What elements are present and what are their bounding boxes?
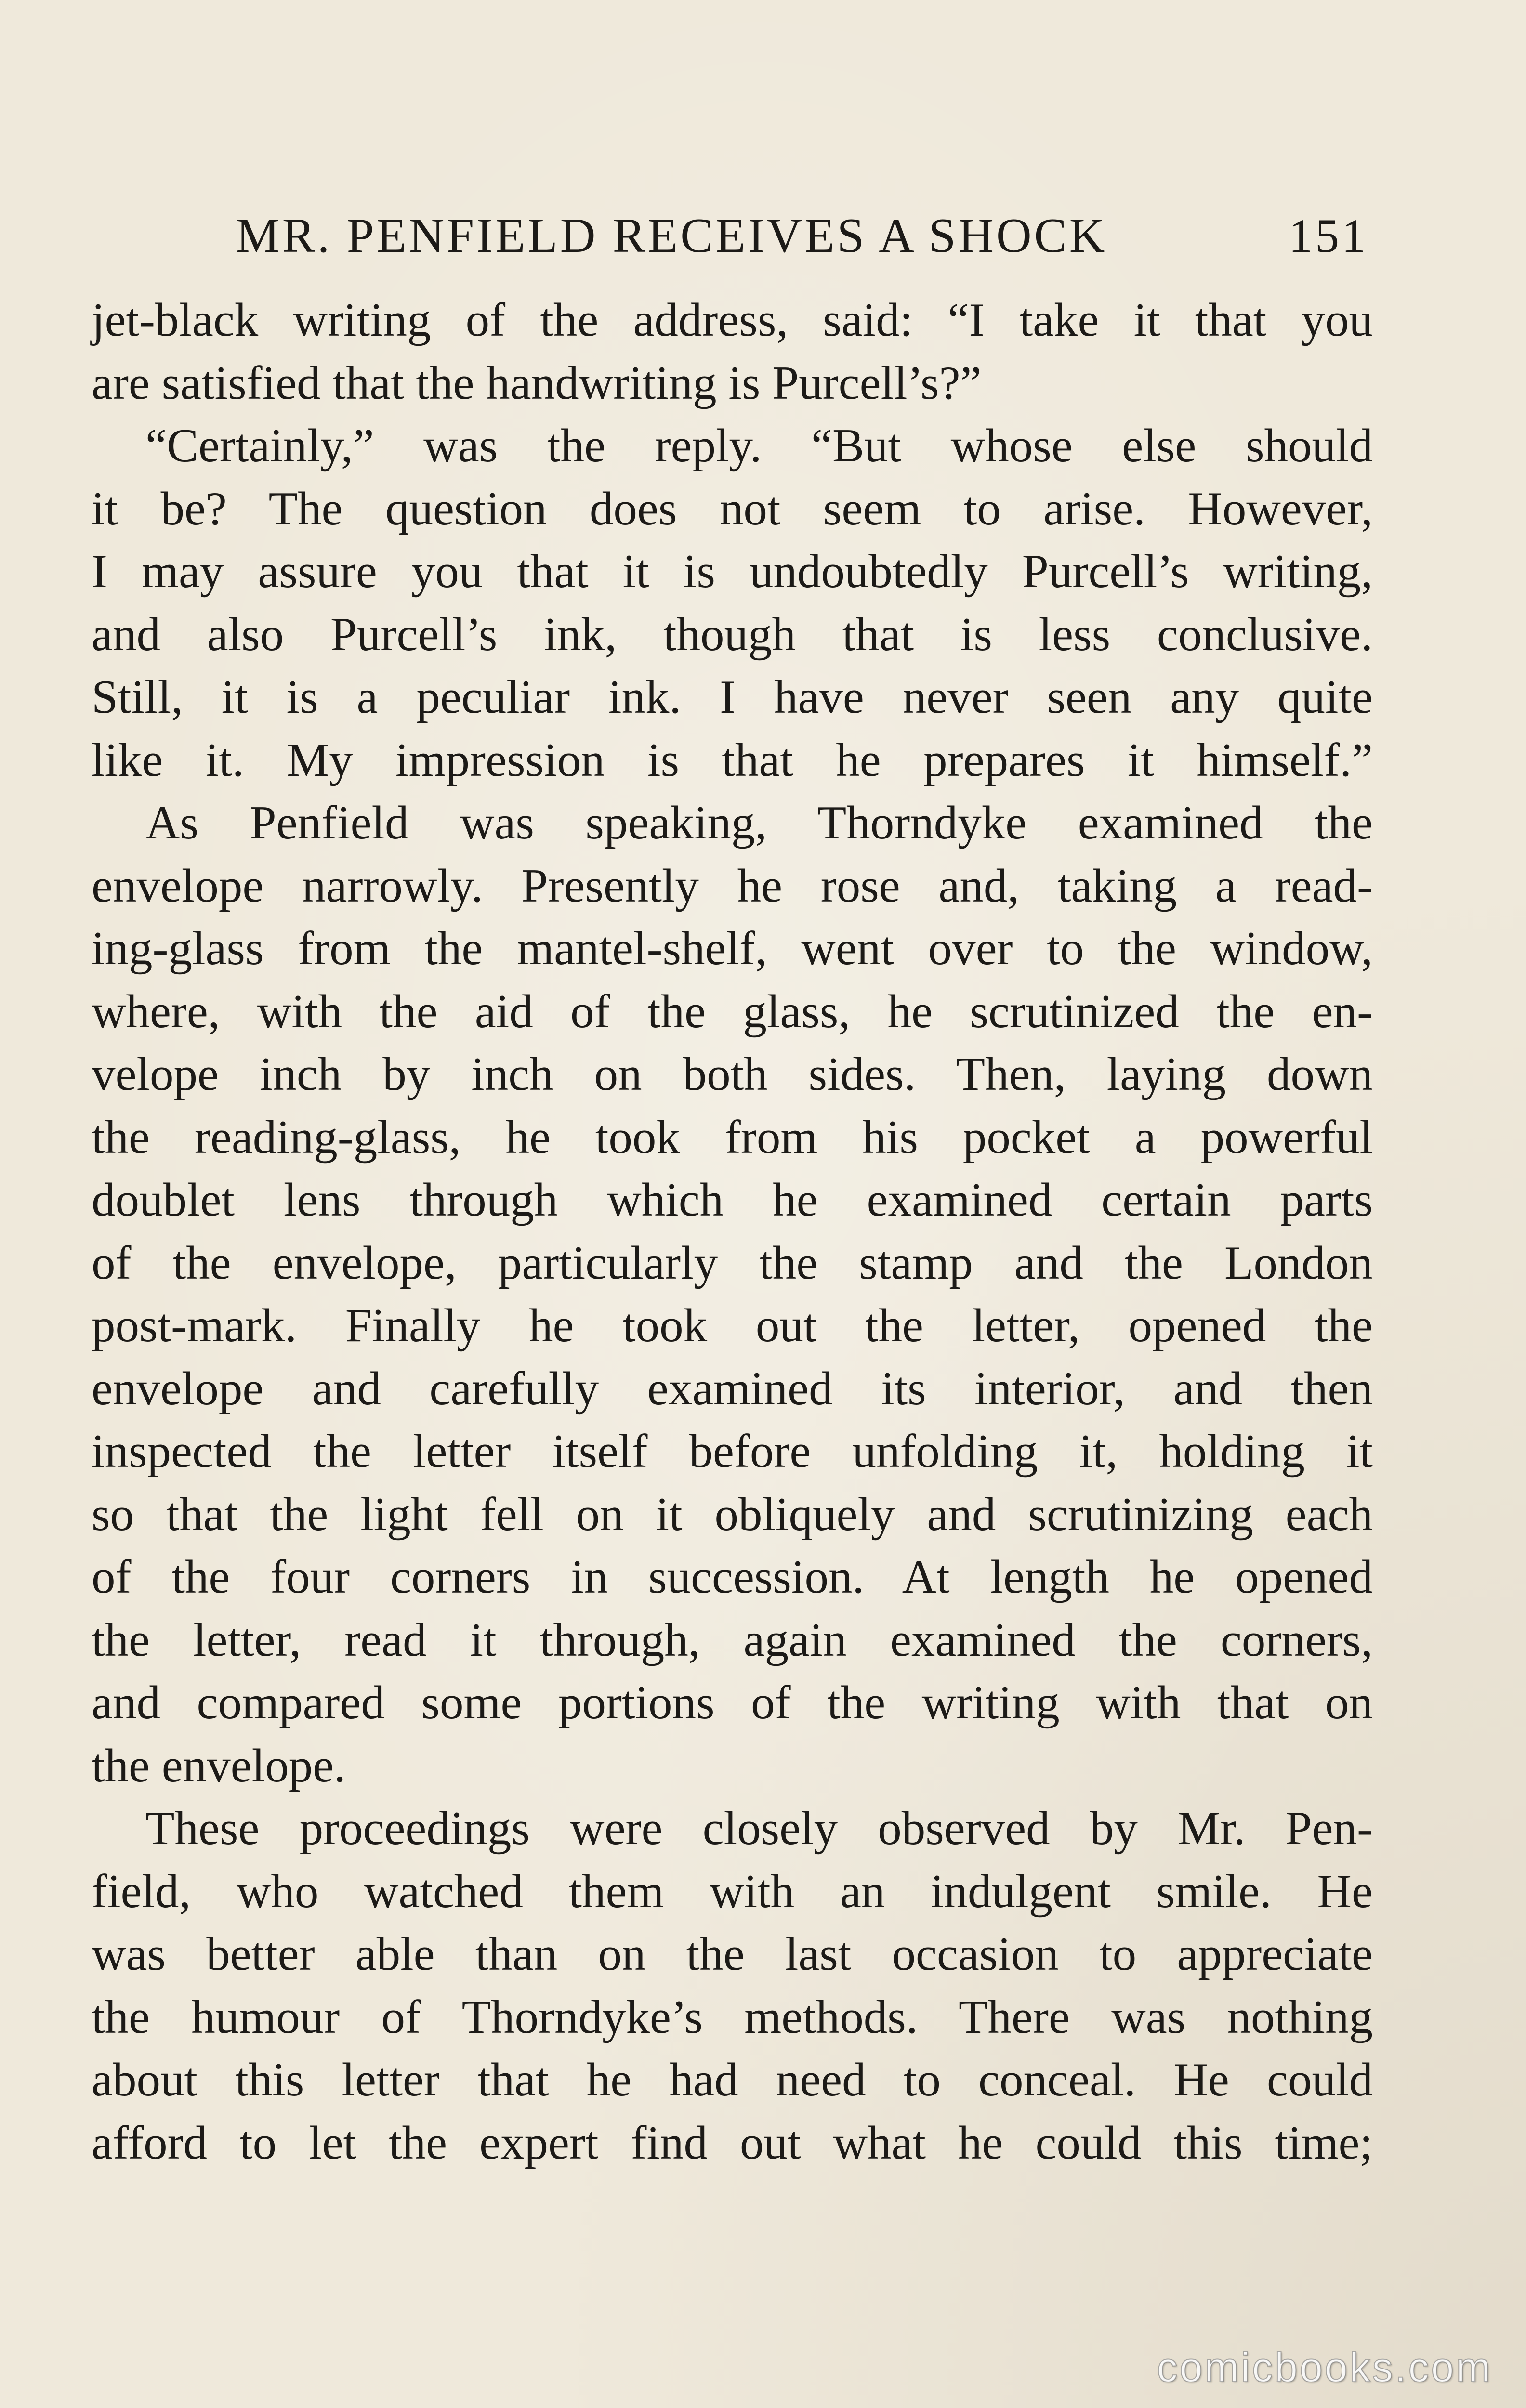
text-line: post-mark. Finally he took out the letter, opened the <box>92 1299 1373 1352</box>
text-line: was better able than on the last occasion to appreciate <box>92 1928 1373 1980</box>
text-line: field, who watched them with an indulgent smile. He <box>92 1865 1373 1918</box>
text-line: velope inch by inch on both sides. Then, laying down <box>92 1048 1373 1100</box>
page-number: 151 <box>1289 209 1368 262</box>
running-head <box>236 202 1368 270</box>
watermark: comicbooks.com <box>1157 2344 1492 2391</box>
text-line: and compared some portions of the writing with that on <box>92 1676 1373 1729</box>
text-line: the reading-glass, he took from his pocket a powerful <box>92 1111 1373 1164</box>
body-text <box>92 289 1373 2174</box>
text-line: the envelope. <box>92 1739 346 1792</box>
text-line: the letter, read it through, again examined the corners, <box>92 1613 1373 1666</box>
text-line: “Certainly,” was the reply. “But whose else should <box>145 419 1373 472</box>
text-line: I may assure you that it is undoubtedly Purcell’s writing, <box>92 545 1373 598</box>
text-line: ing-glass from the mantel-shelf, went over to the window, <box>92 922 1373 975</box>
text-line: jet-black writing of the address, said: “I take it that you <box>92 294 1373 346</box>
text-line: Still, it is a peculiar ink. I have never seen any quite <box>92 671 1373 723</box>
text-line: As Penfield was speaking, Thorndyke examined the <box>145 797 1373 849</box>
text-line: of the four corners in succession. At length he opened <box>92 1551 1373 1603</box>
text-line: the humour of Thorndyke’s methods. There was nothing <box>92 1990 1373 2043</box>
text-line: where, with the aid of the glass, he scrutinized the en- <box>92 985 1373 1038</box>
text-line: and also Purcell’s ink, though that is less conclusive. <box>92 608 1373 661</box>
text-line: are satisfied that the handwriting is Purcell’s?” <box>92 356 982 409</box>
text-line: afford to let the expert find out what he could this time; <box>92 2116 1373 2169</box>
text-line: envelope narrowly. Presently he rose and, taking a read- <box>92 859 1373 912</box>
chapter-title: MR. PENFIELD RECEIVES A SHOCK <box>236 209 1107 263</box>
text-line: doublet lens through which he examined certain parts <box>92 1174 1373 1226</box>
text-line: it be? The question does not seem to arise. However, <box>92 482 1373 535</box>
text-line: about this letter that he had need to conceal. He could <box>92 2054 1373 2106</box>
text-line: envelope and carefully examined its interior, and then <box>92 1362 1373 1415</box>
text-line: of the envelope, particularly the stamp and the London <box>92 1236 1373 1289</box>
text-line: so that the light fell on it obliquely and scrutinizing each <box>92 1488 1373 1541</box>
text-line: like it. My impression is that he prepares it himself.” <box>92 733 1373 786</box>
text-line: These proceedings were closely observed by Mr. Pen- <box>145 1802 1373 1855</box>
text-line: inspected the letter itself before unfolding it, holding it <box>92 1425 1373 1478</box>
